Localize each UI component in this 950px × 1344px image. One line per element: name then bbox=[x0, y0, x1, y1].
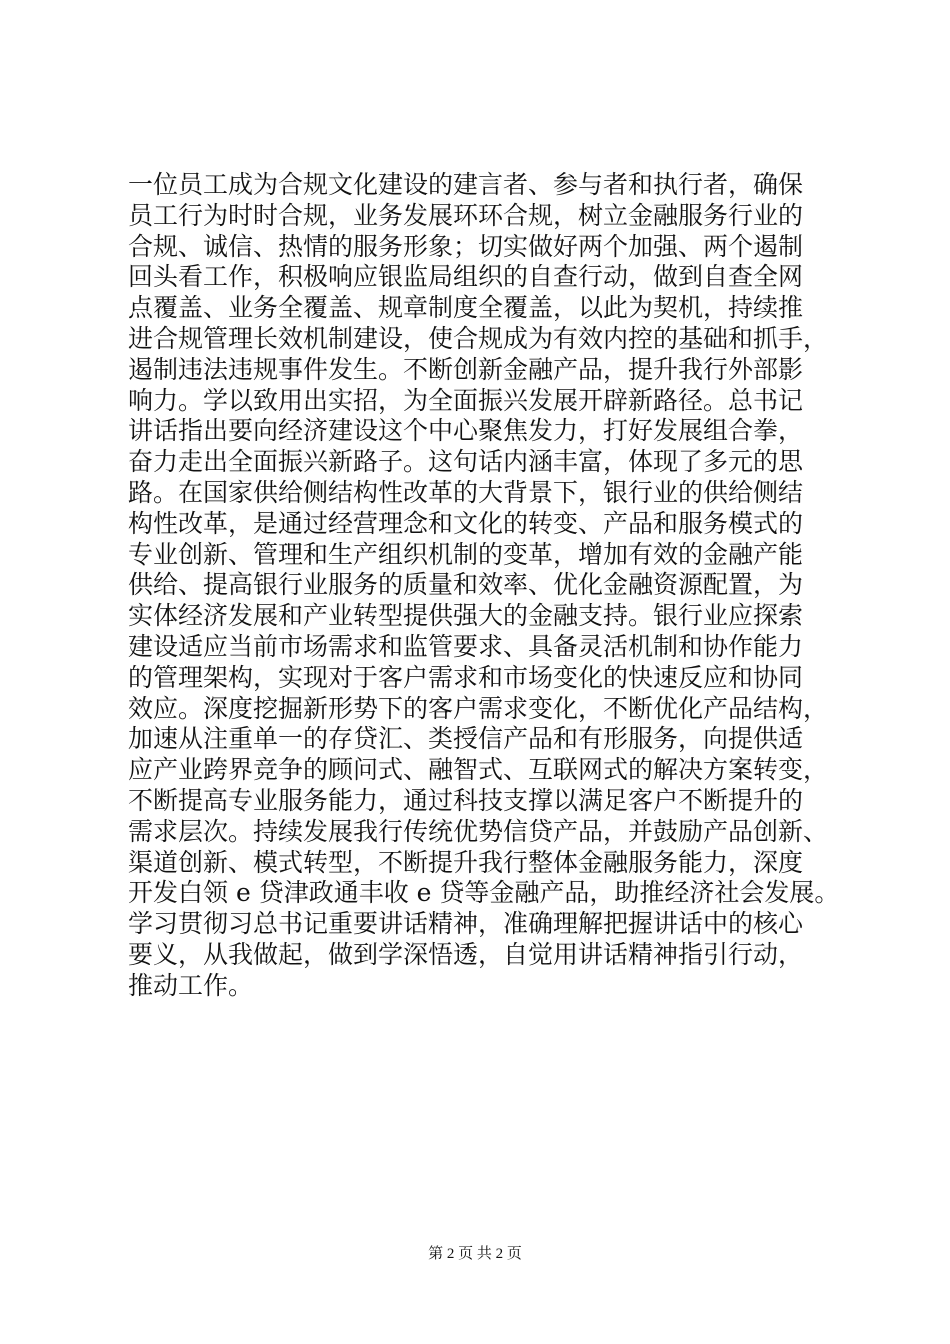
text-line: 的管理架构，实现对于客户需求和市场变化的快速反应和协同 bbox=[128, 662, 804, 692]
text-line: 应产业跨界竞争的顾问式、融智式、互联网式的解决方案转变， bbox=[128, 755, 829, 785]
text-line: 响力。学以致用出实招，为全面振兴发展开辟新路径。总书记 bbox=[128, 385, 804, 415]
text-line: 效应。深度挖掘新形势下的客户需求变化，不断优化产品结构， bbox=[128, 693, 829, 723]
text-line: 推动工作。 bbox=[128, 970, 254, 1000]
text-line: 实体经济发展和产业转型提供强大的金融支持。银行业应探索 bbox=[128, 601, 804, 631]
text-line: 建设适应当前市场需求和监管要求、具备灵活机制和协作能力 bbox=[128, 631, 804, 661]
text-line: 合规、诚信、热情的服务形象；切实做好两个加强、两个遏制 bbox=[128, 231, 804, 261]
page-footer: 第 2 页 共 2 页 bbox=[428, 1246, 522, 1262]
text-line: 遏制违法违规事件发生。不断创新金融产品，提升我行外部影 bbox=[128, 354, 804, 384]
text-line: 路。在国家供给侧结构性改革的大背景下，银行业的供给侧结 bbox=[128, 477, 804, 507]
text-line: 回头看工作，积极响应银监局组织的自查行动，做到自查全网 bbox=[128, 262, 804, 292]
text-line: 一位员工成为合规文化建设的建言者、参与者和执行者，确保 bbox=[128, 170, 804, 199]
text-line: 要义，从我做起，做到学深悟透，自觉用讲话精神指引行动， bbox=[128, 939, 804, 969]
text-line: 渠道创新、模式转型，不断提升我行整体金融服务能力，深度 bbox=[128, 847, 804, 877]
text-line: 需求层次。持续发展我行传统优势信贷产品，并鼓励产品创新、 bbox=[128, 816, 829, 846]
text-line: 进合规管理长效机制建设，使合规成为有效内控的基础和抓手， bbox=[128, 323, 829, 353]
body-text bbox=[128, 170, 848, 1002]
text-line: 学习贯彻习总书记重要讲话精神，准确理解把握讲话中的核心 bbox=[128, 909, 804, 939]
text-line: 不断提高专业服务能力，通过科技支撑以满足客户不断提升的 bbox=[128, 785, 804, 815]
text-line: 奋力走出全面振兴新路子。这句话内涵丰富，体现了多元的思 bbox=[128, 447, 804, 477]
text-line: 开发白领 e 贷津政通丰收 e 贷等金融产品，助推经济社会发展。 bbox=[128, 878, 840, 908]
text-line: 加速从注重单一的存贷汇、类授信产品和有形服务，向提供适 bbox=[128, 724, 804, 754]
text-line: 构性改革，是通过经营理念和文化的转变、产品和服务模式的 bbox=[128, 508, 804, 538]
text-line: 点覆盖、业务全覆盖、规章制度全覆盖，以此为契机，持续推 bbox=[128, 293, 804, 323]
text-line: 供给、提高银行业服务的质量和效率、优化金融资源配置，为 bbox=[128, 570, 804, 600]
text-line: 专业创新、管理和生产组织机制的变革，增加有效的金融产能 bbox=[128, 539, 804, 569]
text-line: 讲话指出要向经济建设这个中心聚焦发力，打好发展组合拳， bbox=[128, 416, 804, 446]
text-line: 员工行为时时合规，业务发展环环合规，树立金融服务行业的 bbox=[128, 200, 804, 230]
